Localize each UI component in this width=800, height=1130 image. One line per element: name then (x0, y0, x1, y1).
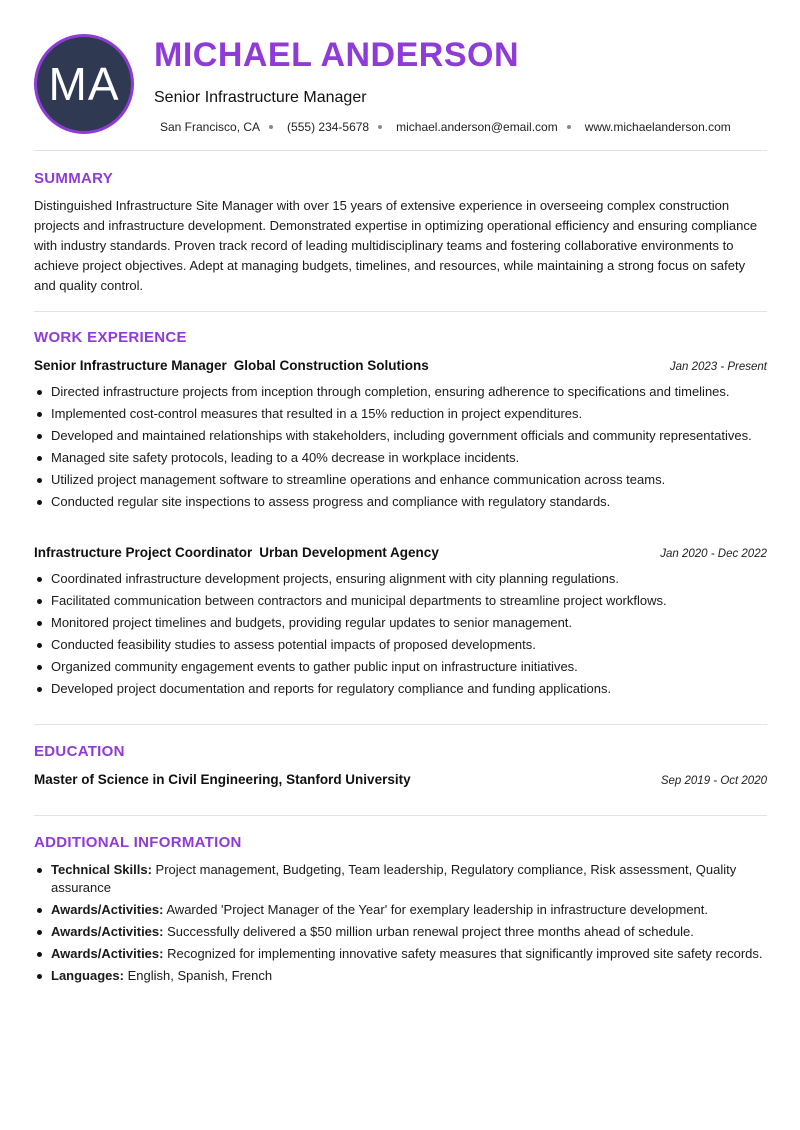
contact-email[interactable]: michael.anderson@email.com (396, 120, 585, 134)
job-role: Senior Infrastructure Manager (34, 358, 227, 373)
separator-dot (269, 125, 273, 129)
job-role: Infrastructure Project Coordinator (34, 545, 253, 560)
divider (34, 150, 767, 151)
list-item: Facilitated communication between contractors and municipal departments to streamline project workflows. (34, 592, 767, 610)
list-item: Organized community engagement events to gather public input on infrastructure initiatives. (34, 658, 767, 676)
candidate-title: Senior Infrastructure Manager (154, 89, 367, 106)
list-item (34, 901, 767, 919)
job-bullets (34, 383, 767, 515)
job-bullets (34, 570, 767, 702)
list-item (34, 967, 767, 985)
item-label: Awards/Activities: (51, 924, 164, 939)
job-org: Urban Development Agency (259, 545, 439, 560)
experience-heading: WORK EXPERIENCE (34, 329, 187, 346)
list-item: Coordinated infrastructure development projects, ensuring alignment with city planning regulations. (34, 570, 767, 588)
summary-heading: SUMMARY (34, 170, 114, 187)
avatar-initials: MA (48, 58, 120, 110)
job-header (34, 358, 767, 373)
candidate-name: MICHAEL ANDERSON (154, 36, 520, 74)
item-text: English, Spanish, French (127, 968, 273, 983)
additional-list (34, 861, 767, 989)
list-item: Conducted feasibility studies to assess potential impacts of proposed developments. (34, 636, 767, 654)
list-item (34, 923, 767, 941)
list-item: Conducted regular site inspections to assess progress and compliance with regulatory standards. (34, 493, 767, 511)
list-item: Directed infrastructure projects from inception through completion, ensuring adherence to specifications and timelines. (34, 383, 767, 401)
item-text: Awarded 'Project Manager of the Year' for exemplary leadership in infrastructure development. (166, 902, 709, 917)
item-label: Technical Skills: (51, 862, 152, 877)
list-item: Utilized project management software to streamline operations and enhance communication across teams. (34, 471, 767, 489)
item-text: Recognized for implementing innovative safety measures that significantly improved site safety records. (167, 946, 763, 961)
job-header (34, 545, 767, 560)
summary-text: Distinguished Infrastructure Site Manager with over 15 years of extensive experience in overseeing complex construction projects and infrastructure development. Demonstrated expertise in optimizing operational efficiency and ensuring compliance with industry standards. Proven track record of leading multidisciplinary teams and fostering collaborative environments to achieve project objectives. Adept at managing budgets, timelines, and resources, while maintaining a strong focus on safety and quality control. (34, 198, 758, 293)
separator-dot (567, 125, 571, 129)
job-dates: Jan 2023 - Present (669, 361, 767, 373)
job-dates: Jan 2020 - Dec 2022 (660, 548, 767, 560)
item-label: Awards/Activities: (51, 946, 164, 961)
list-item: Managed site safety protocols, leading to a 40% decrease in workplace incidents. (34, 449, 767, 467)
item-text: Project management, Budgeting, Team leadership, Regulatory compliance, Risk assessment, Quality assurance (51, 862, 737, 895)
avatar (34, 34, 134, 134)
list-item (34, 861, 767, 897)
contact-phone[interactable]: (555) 234-5678 (287, 120, 396, 134)
item-label: Languages: (51, 968, 124, 983)
divider (34, 724, 767, 725)
job-org: Global Construction Solutions (233, 358, 429, 373)
education-heading: EDUCATION (34, 743, 125, 760)
divider (34, 815, 767, 816)
contact-location: San Francisco, CA (160, 120, 287, 134)
education-dates: Sep 2019 - Oct 2020 (660, 775, 767, 787)
separator-dot (378, 125, 382, 129)
list-item (34, 945, 767, 963)
contact-website[interactable]: www.michaelanderson.com (584, 120, 731, 134)
contact-info (160, 120, 731, 134)
item-text: Successfully delivered a $50 million urban renewal project three months ahead of schedule. (167, 924, 694, 939)
list-item: Developed project documentation and reports for regulatory compliance and funding applications. (34, 680, 767, 698)
education-degree: Master of Science in Civil Engineering, Stanford University (34, 772, 411, 787)
list-item: Developed and maintained relationships with stakeholders, including government officials and community representatives. (34, 427, 767, 445)
list-item: Implemented cost-control measures that resulted in a 15% reduction in project expenditures. (34, 405, 767, 423)
item-label: Awards/Activities: (51, 902, 164, 917)
additional-heading: ADDITIONAL INFORMATION (34, 834, 242, 851)
divider (34, 311, 767, 312)
list-item: Monitored project timelines and budgets, providing regular updates to senior management. (34, 614, 767, 632)
